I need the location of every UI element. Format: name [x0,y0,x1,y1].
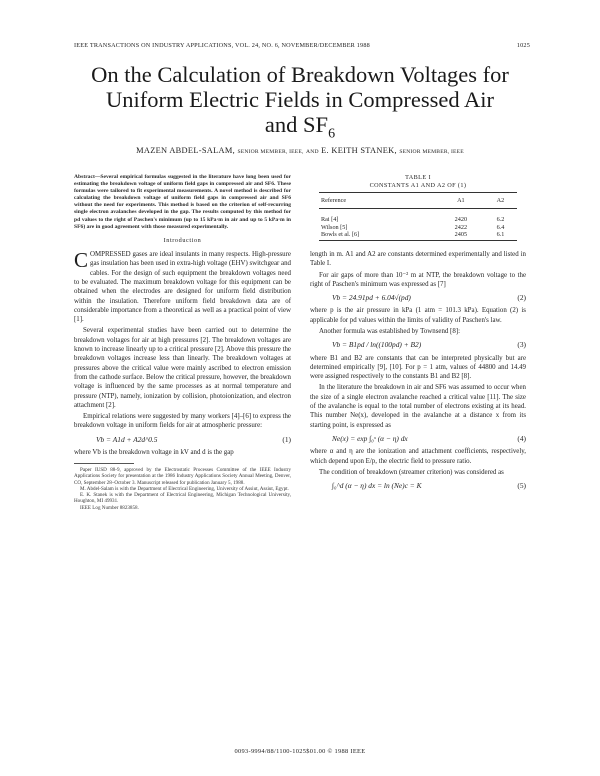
table-cell: 2405 [438,231,484,241]
intro-paragraph-2: Several experimental studies have been carried out to determine the breakdown voltages for air at high pressures [2]. The breakdown voltages are known to increase linearly up to a critical pressure [2]. Above this pressure the breakdown voltages increase less than linearly. The breakdown voltages at pressures above the critical value were mainly ascribed to electron emission from the cathode surface. Below the critical pressure, however, the breakdown voltage is influenced by the same processes as at normal temperature and pressure (NTP), namely, ionization by collision, photoionization, and electron attachment [2]. [74,327,291,409]
equation-1 [74,435,291,444]
equation-1-body: Vb = A1d + A2d^0.5 [96,434,158,444]
equation-2-number: (2) [517,293,526,303]
table-caption: CONSTANTS A1 AND A2 OF (1) [369,181,467,189]
footnote-2: M. Abdel-Salam is with the Department of Electrical Engineering, University of Assiut, Assiut, Egypt. [80,485,289,492]
page-number: 1025 [516,42,530,49]
equation-1-number: (1) [282,434,291,444]
copyright-line: 0093-9994/88/1100-1025$01.00 © 1988 IEEE [234,748,366,755]
journal-name: IEEE TRANSACTIONS ON INDUSTRY APPLICATIONS, VOL. 24, NO. 6, NOVEMBER/DECEMBER 1988 [74,42,370,49]
intro-paragraph-3: Empirical relations were suggested by many workers [4]–[6] to express the breakdown voltage in uniform fields for air at atmospheric pressure: [74,413,291,430]
table-1 [310,174,526,241]
table-label: TABLE I [405,174,431,181]
running-head [74,42,530,49]
right-paragraph-4: Another formula was established by Townsend [8]: [319,327,461,335]
table-row [319,224,517,231]
paper-title [60,62,540,147]
footnote-3: E. K. Stanek is with the Department of Electrical Engineering, Michigan Technological University, Houghton, MI 49931. [74,492,291,505]
title-line-3: and $SF_6$ [264,112,336,142]
equation-4-body: Ne(x) = exp ∫₀ˣ (α − η) dx [332,433,408,443]
footnote-1: Paper IUSD 88-9, approved by the Electrostatic Processes Committee of the IEEE Industry Applications Society for presentation at the 1986 Industry Applications Society Annual Meeting, Denver, CO, September 28–October 3. Manuscript released for publication January 5, 1988. [74,467,291,486]
table-cell: 6.2 [496,216,505,224]
title-line-1: On the Calculation of Breakdown Voltages for [91,62,509,87]
abstract: Abstract—Several empirical formulas suggested in the literature have long been used for estimating the breakdown voltage of uniform field gaps in compressed air and SF6. These formulas were tailored to fit experimental measurements. A novel method is described for calculating the breakdown voltage of uniform field gaps in compressed air and SF6 without the need for experiments. This method is based on the criterion of self-recurring single electron avalanches developed in the gap. The results computed by this method for pd values to the right of Paschen's minimum (up to 15 kPa·m in air and up to 5 kPa·m in SF6) are in good agreement with those measured experimentally. [74,174,291,230]
author-2-name: E. KEITH STANEK, [321,146,397,155]
equation-4-number: (4) [517,433,526,443]
left-column [74,174,291,511]
title-line-2: Uniform Electric Fields in Compressed Air [105,87,495,112]
table-cell: 2420 [454,216,468,224]
section-heading-introduction: Introduction [163,236,202,244]
author-1-name: MAZEN ABDEL-SALAM, [136,146,236,155]
table-cell: Wilson [5] [321,223,348,231]
intro-paragraph-1: COMPRESSED gases are ideal insulants in many respects. High-pressure gas insulation has been used in extra-high voltage (EHV) switchgear and cables. For the design of such equipment the breakdown voltages need to be evaluated. The maximum breakdown voltage for this equipment can be obtained when the electrodes are designed for uniform field distribution within the insulation. Therefore uniform field breakdown data are of considerable importance from a theoretical as well as a practical point of view [1]. [74,248,291,324]
right-paragraph-7: where α and η are the ionization and attachment coefficients, respectively, which depend upon E/p, the electric field to pressure ratio. [310,448,526,465]
equation-3 [310,340,526,349]
equation-5-body: ∫₀^d (α − η) dx = ln (Ne)c = K [332,481,422,491]
table-row [319,231,517,241]
right-column [310,174,526,494]
drop-cap: C [74,248,89,273]
table-cell: 2422 [454,223,468,231]
author-conjunction: AND [306,149,319,155]
right-paragraph-2: For air gaps of more than 10⁻² m at NTP, the breakdown voltage to the right of Paschen's minimum was expressed as [7] [310,271,526,288]
right-paragraph-8: The condition of breakdown (streamer criterion) was considered as [319,468,504,476]
table-row [319,209,517,224]
equation-3-body: Vb = B1pd / ln((100pd) + B2) [332,340,422,350]
equation-4 [310,434,526,443]
table-cell: 6.1 [484,231,517,241]
equation-5 [310,481,526,490]
footnote-4: IEEE Log Number 8823858. [80,504,139,511]
right-paragraph-1: length in m. A1 and A2 are constants determined experimentally and listed in Table I. [310,250,526,268]
table-header: A1 [438,193,484,209]
table-header: Reference [319,193,438,209]
author-line [60,146,540,155]
footnote-rule [74,463,134,464]
author-2-grade: SENIOR MEMBER, IEEE [399,149,464,155]
author-1-grade: SENIOR MEMBER, IEEE, [237,149,304,155]
intro-paragraph-4: where Vb is the breakdown voltage in kV and d is the gap [74,448,234,456]
equation-3-number: (3) [517,340,526,350]
right-paragraph-5: where B1 and B2 are constants that can be interpreted physically but are determined empirically [9], [10]. For p = 1 atm, values of 44800 and 14.49 were assigned respectively to the constants B1 and B2 [8]. [310,354,526,381]
table-cell: Rai [4] [321,216,339,224]
right-paragraph-6: In the literature the breakdown in air and SF6 was assumed to occur when the size of a single electron avalanche reached a critical value [11]. The size of the avalanche is equal to the total number of electrons existing at its head. This number Ne(x), developed in the avalanche at a distance x from its starting point, is expressed as [310,384,526,429]
table-header: A2 [484,193,517,209]
right-paragraph-3: where p is the air pressure in kPa (1 atm = 101.3 kPa). Equation (2) is applicable for pd values within the limits of validity of Paschen's law. [310,307,526,324]
constants-table [319,192,517,241]
equation-5-number: (5) [517,481,526,491]
table-cell: Bowls et al. [6] [319,231,438,241]
equation-2 [310,293,526,302]
table-cell: 6.4 [496,223,505,231]
equation-2-body: Vb = 24.91pd + 6.04√(pd) [332,293,411,303]
